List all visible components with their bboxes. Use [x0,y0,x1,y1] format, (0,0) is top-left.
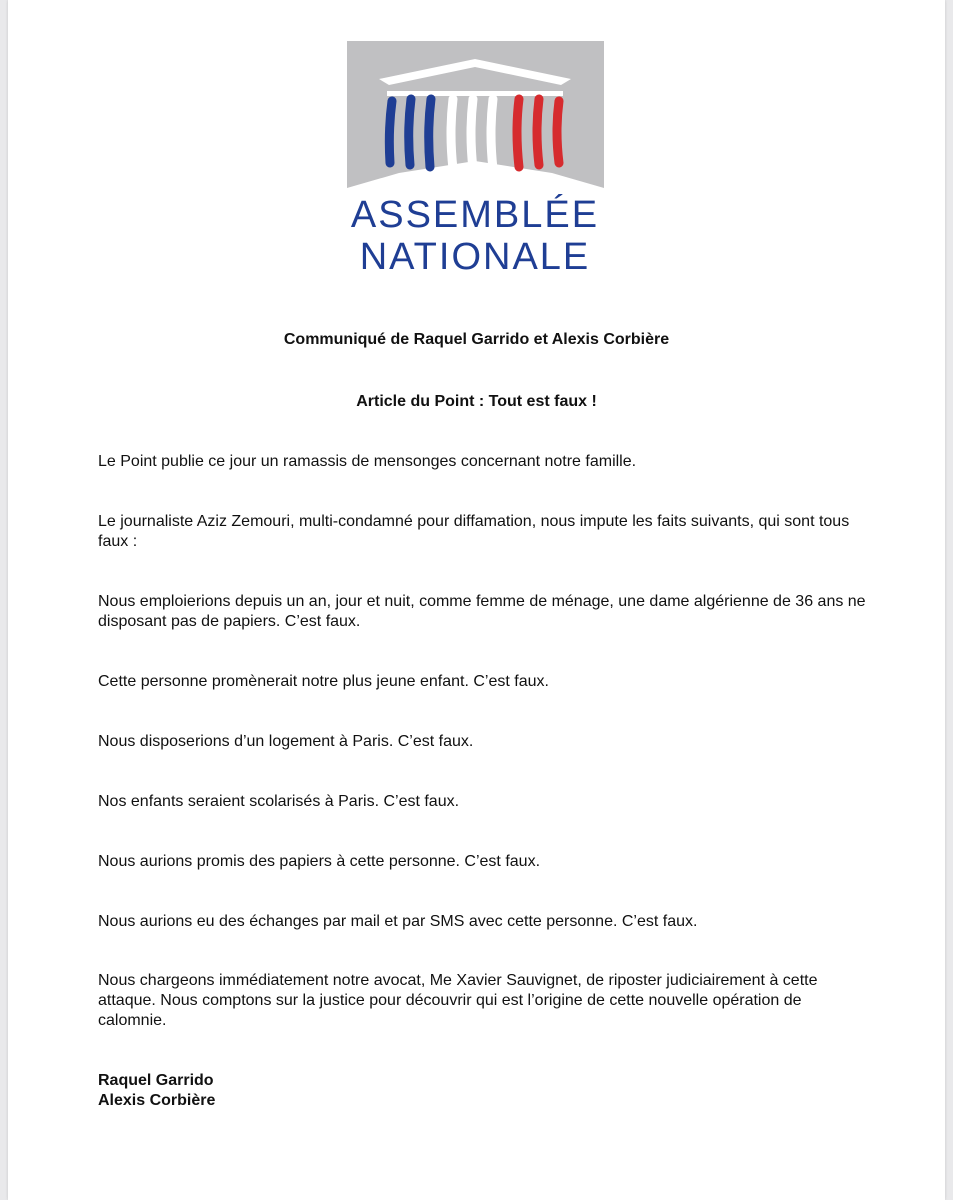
paragraph-4: Cette personne promènerait notre plus jeune enfant. C’est faux. [98,673,549,690]
logo-line1: ASSEMBLÉE [350,194,600,236]
paragraph-8: Nous aurions eu des échanges par mail et par SMS avec cette personne. C’est faux. [98,913,698,930]
paragraph-5: Nous disposerions d’un logement à Paris. C’est faux. [98,733,474,750]
paragraph-3: Nous emploierions depuis un an, jour et nuit, comme femme de ménage, une dame algérienne de 36 ans ne disposant pas de papiers. C’est faux. [98,593,866,630]
document-title: Communiqué de Raquel Garrido et Alexis Corbière [283,331,670,348]
paragraph-6: Nos enfants seraient scolarisés à Paris. C’est faux. [98,793,460,810]
assemblee-nationale-logo-graphic [347,41,604,275]
signature-1: Raquel Garrido [98,1072,214,1089]
assemblee-nationale-logo [347,41,604,275]
paragraph-1: Le Point publie ce jour un ramassis de mensonges concernant notre famille. [98,453,637,470]
document-page [8,0,945,1200]
paragraph-2: Le journaliste Aziz Zemouri, multi-condamné pour diffamation, nous impute les faits suivants, qui sont tous faux : [98,513,850,550]
signature-2: Alexis Corbière [98,1092,216,1109]
logo-line2: NATIONALE [359,236,591,275]
paragraph-7: Nous aurions promis des papiers à cette personne. C’est faux. [98,853,541,870]
document-subtitle: Article du Point : Tout est faux ! [356,393,597,410]
paragraph-9: Nous chargeons immédiatement notre avocat, Me Xavier Sauvignet, de riposter judiciairement à cette attaque. Nous comptons sur la justice pour découvrir qui est l’origine de cette nouvelle opération de calomnie. [98,972,818,1029]
signature-block [98,1071,215,1111]
